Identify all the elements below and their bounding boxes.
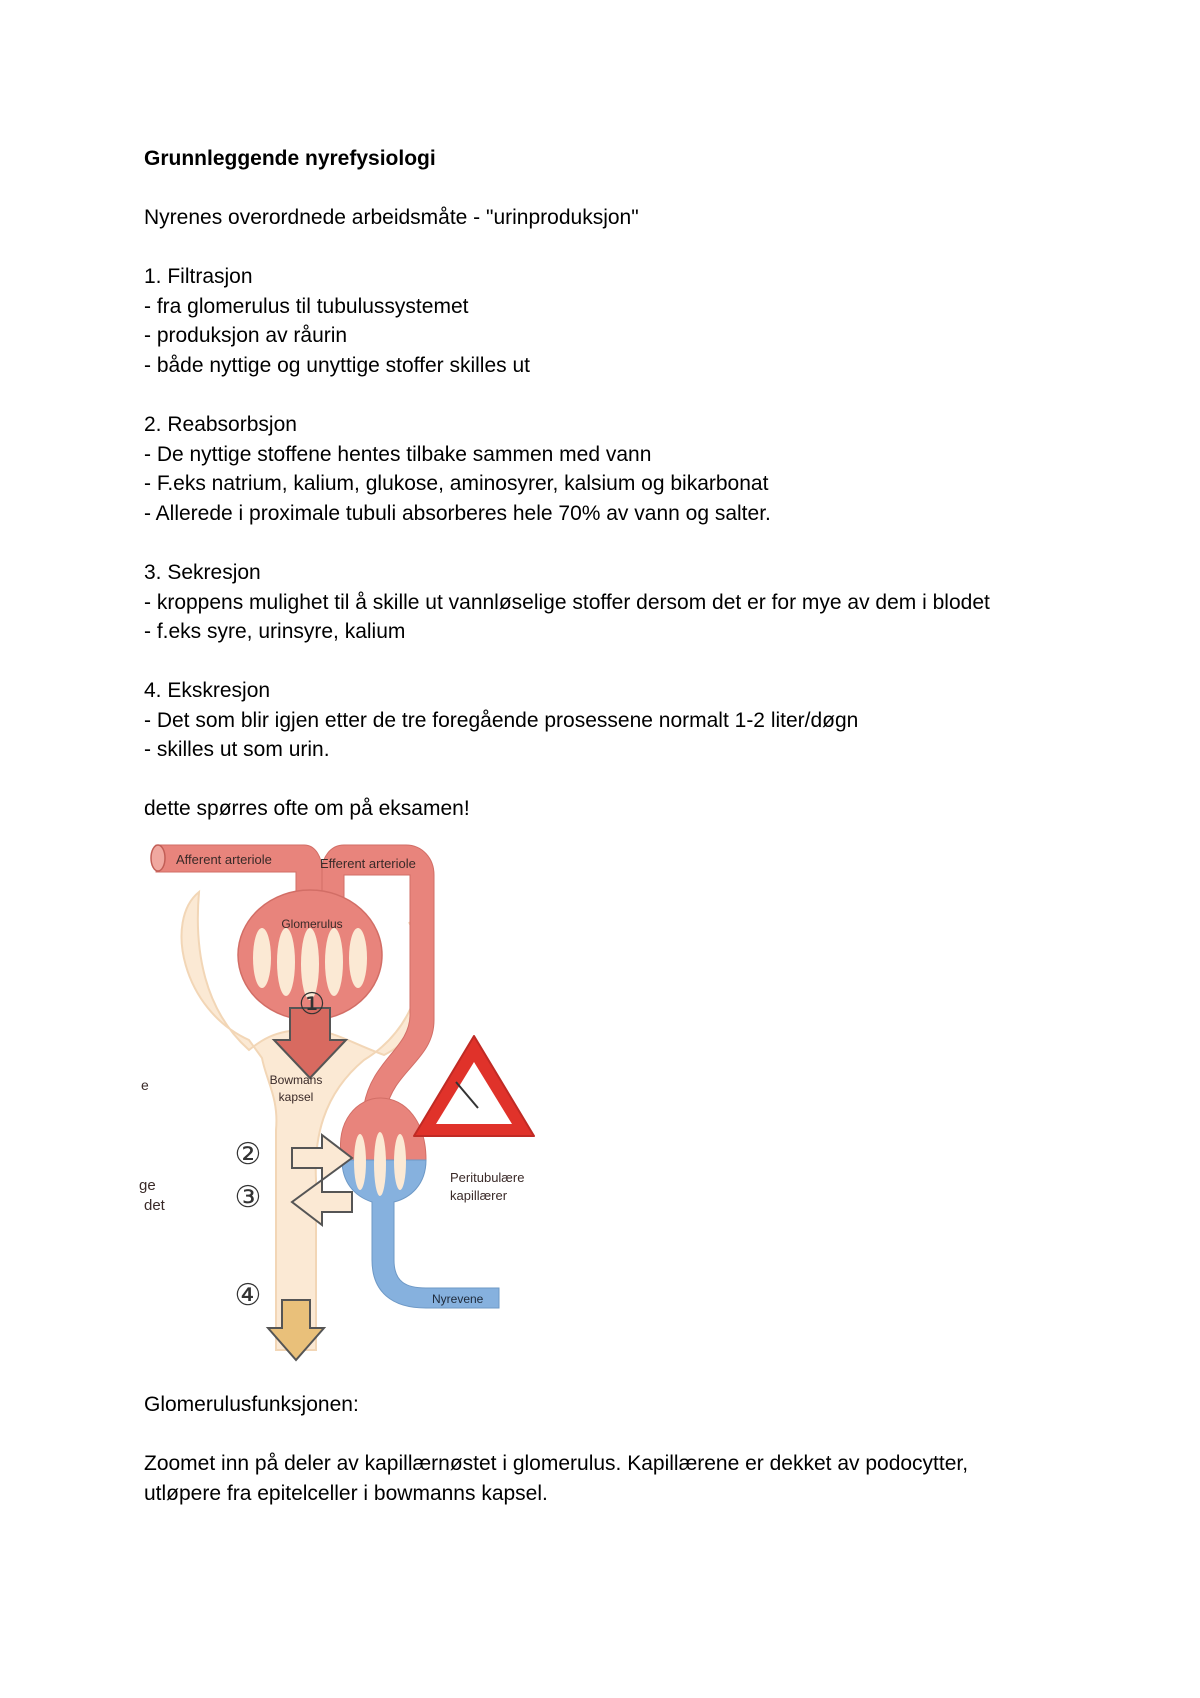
vein-label: Nyrevene [432, 1292, 484, 1306]
glomerulus-heading: Glomerulusfunksjonen: [144, 1393, 359, 1416]
glomerulus-label: Glomerulus [281, 917, 343, 931]
list-item: - fra glomerulus til tubulussystemet [144, 295, 469, 318]
section-heading-ekskresjon: 4. Ekskresjon [144, 679, 271, 702]
step-1-number: ① [298, 987, 326, 1022]
glomerulus-paragraph-line1: Zoomet inn på deler av kapillærnøstet i glomerulus. Kapillærene er dekket av podocytter, [144, 1452, 969, 1475]
bowman-label-line2: kapsel [278, 1090, 314, 1104]
list-item: - både nyttige og unyttige stoffer skilles ut [144, 354, 530, 377]
list-item: - f.eks syre, urinsyre, kalium [144, 620, 406, 643]
list-item: - skilles ut som urin. [144, 738, 330, 761]
peritubular-label-line1: Peritubulære [450, 1170, 525, 1185]
list-item: - Allerede i proximale tubuli absorberes hele 70% av vann og salter. [144, 502, 771, 525]
step-4-number: ④ [234, 1278, 262, 1313]
nephron-diagram [139, 830, 556, 1370]
cut-label: det [144, 1197, 165, 1214]
efferent-label: Efferent arteriole [320, 856, 416, 871]
list-item: - kroppens mulighet til å skille ut vannløselige stoffer dersom det er for mye av dem i blodet [144, 591, 990, 614]
glomerulus-paragraph-line2: utløpere fra epitelceller i bowmanns kapsel. [144, 1482, 548, 1505]
list-item: - F.eks natrium, kalium, glukose, aminosyrer, kalsium og bikarbonat [144, 472, 769, 495]
document-subtitle: Nyrenes overordnede arbeidsmåte - "urinproduksjon" [144, 206, 639, 229]
list-item: - De nyttige stoffene hentes tilbake sammen med vann [144, 443, 652, 466]
exam-note: dette spørres ofte om på eksamen! [144, 797, 470, 820]
section-heading-reabsorbsjon: 2. Reabsorbsjon [144, 413, 297, 436]
list-item: - Det som blir igjen etter de tre foregående prosessene normalt 1-2 liter/døgn [144, 709, 859, 732]
afferent-label: Afferent arteriole [176, 852, 272, 867]
peritubular-label-line2: kapillærer [450, 1188, 508, 1203]
step-3-number: ③ [234, 1180, 262, 1215]
bowman-label-line1: Bowmans [269, 1073, 323, 1087]
step-2-number: ② [234, 1137, 262, 1172]
warning-triangle-icon [414, 1036, 534, 1136]
document-title: Grunnleggende nyrefysiologi [144, 147, 436, 170]
cut-label: ge [139, 1177, 156, 1194]
list-item: - produksjon av råurin [144, 324, 348, 347]
section-heading-sekresjon: 3. Sekresjon [144, 561, 261, 584]
cut-label: e [141, 1077, 149, 1093]
section-heading-filtrasjon: 1. Filtrasjon [144, 265, 253, 288]
